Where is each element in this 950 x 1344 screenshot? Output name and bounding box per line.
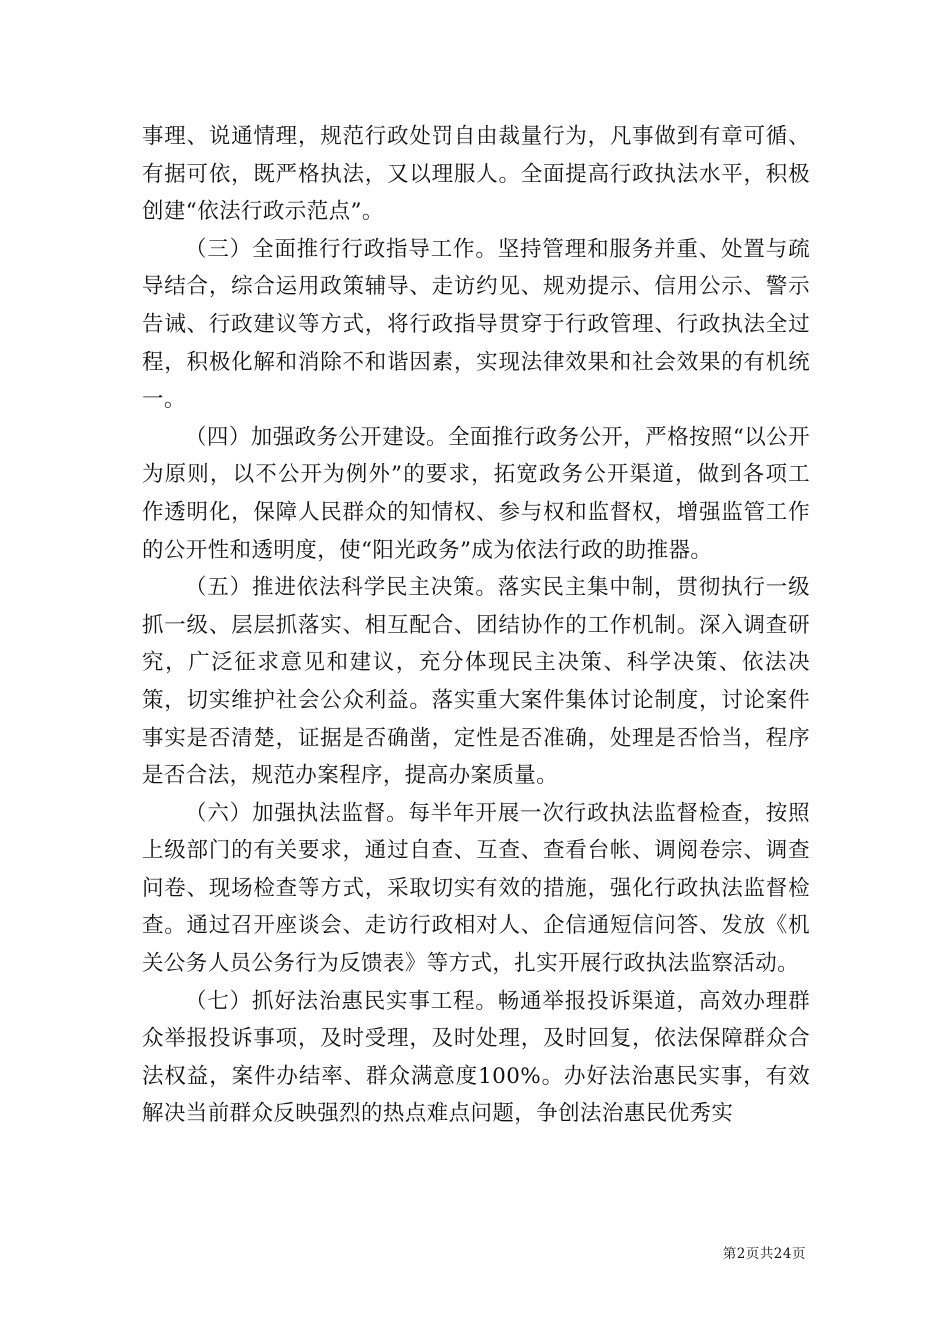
paragraph-section-5: （五）推进依法科学民主决策。落实民主集中制，贯彻执行一级抓一级、层层抓落实、相互配合、团结协作的工作机制。深入调查研究，广泛征求意见和建议，充分体现民主决策、科学决策、依法决策，切实维护社会公众利益。落实重大案件集体讨论制度，讨论案件事实是否清楚，证据是否确凿，定性是否准确，处理是否恰当，程序是否合法，规范办案程序，提高办案质量。 (142, 575, 810, 789)
paragraph-section-4: （四）加强政务公开建设。全面推行政务公开，严格按照“以公开为原则，以不公开为例外”的要求，拓宽政务公开渠道，做到各项工作透明化，保障人民群众的知情权、参与权和监督权，增强监管工作的公开性和透明度，使“阳光政务”成为依法行政的助推器。 (142, 424, 810, 563)
page-number: 第2页共24页 (722, 1246, 806, 1262)
paragraph-section-7: （七）抓好法治惠民实事工程。畅通举报投诉渠道，高效办理群众举报投诉事项，及时受理，及时处理，及时回复，依法保障群众合法权益，案件办结率、群众满意度100%。办好法治惠民实事，有效解决当前群众反映强烈的热点难点问题，争创法治惠民优秀实 (142, 988, 810, 1127)
paragraph-section-3: （三）全面推行行政指导工作。坚持管理和服务并重、处置与疏导结合，综合运用政策辅导、走访约见、规劝提示、信用公示、警示告诫、行政建议等方式，将行政指导贯穿于行政管理、行政执法全过程，积极化解和消除不和谐因素，实现法律效果和社会效果的有机统一。 (142, 236, 810, 413)
document-body (142, 118, 810, 1133)
paragraph-section-6: （六）加强执法监督。每半年开展一次行政执法监督检查，按照上级部门的有关要求，通过自查、互查、查看台帐、调阅卷宗、调查问卷、现场检查等方式，采取切实有效的措施，强化行政执法监督检查。通过召开座谈会、走访行政相对人、企信通短信问答、发放《机关公务人员公务行为反馈表》等方式，扎实开展行政执法监察活动。 (142, 800, 810, 977)
paragraph-continued: 事理、说通情理，规范行政处罚自由裁量行为，凡事做到有章可循、有据可依，既严格执法，又以理服人。全面提高行政执法水平，积极创建“依法行政示范点”。 (142, 124, 810, 225)
